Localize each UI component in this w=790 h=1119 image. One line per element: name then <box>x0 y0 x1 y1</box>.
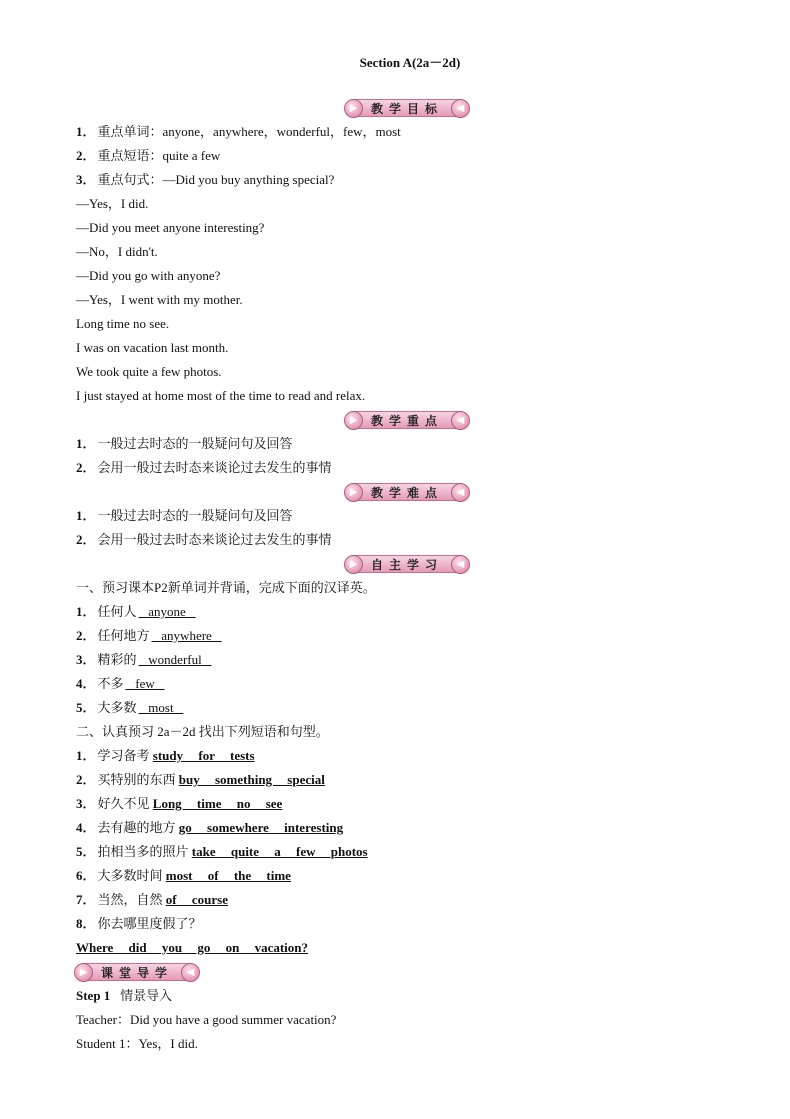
arrow-left-icon: ◀ <box>451 411 470 430</box>
arrow-right-icon: ▶ <box>344 483 363 502</box>
objective-line: —Did you go with anyone? <box>76 268 221 283</box>
phrase-item: 4． 去有趣的地方 go somewhere interesting <box>76 820 344 835</box>
objective-line: —Did you meet anyone interesting? <box>76 220 265 235</box>
banner-difficulties <box>346 482 468 502</box>
arrow-right-icon: ▶ <box>344 411 363 430</box>
banner-label: 自主学习 <box>346 555 468 573</box>
objective-line: —Yes，I did. <box>76 196 149 211</box>
phrase-item: 1． 学习备考 study for tests <box>76 748 255 763</box>
arrow-left-icon: ◀ <box>451 483 470 502</box>
objective-line: 2． 重点短语：quite a few <box>76 148 221 163</box>
answer-blank: few <box>135 676 155 691</box>
arrow-left-icon: ◀ <box>451 555 470 574</box>
objective-line: I was on vacation last month. <box>76 340 229 355</box>
vocab-item: 5． 大多数 most <box>76 699 185 717</box>
objective-line: I just stayed at home most of the time to read and relax. <box>76 388 366 403</box>
answer-text: most of the time <box>165 868 291 883</box>
banner-objectives <box>346 98 468 118</box>
arrow-right-icon: ▶ <box>344 99 363 118</box>
phrase-item: 2． 买特别的东西 buy something special <box>76 772 325 787</box>
phrase-item: 7． 当然，自然 of course <box>76 892 228 907</box>
vocab-item: 4． 不多 few <box>76 675 167 693</box>
banner-self-study <box>346 554 468 574</box>
vocab-item: 1． 任何人 anyone <box>76 603 198 621</box>
page-title: Section A(2a－2d) <box>359 55 461 70</box>
key-point-line: 1． 一般过去时态的一般疑问句及回答 <box>76 436 293 451</box>
dialogue-line: Teacher：Did you have a good summer vacation? <box>76 1012 337 1027</box>
objective-line: —Yes，I went with my mother. <box>76 292 243 307</box>
phrase-item: 8． 你去哪里度假了？ <box>76 916 202 931</box>
answer-blank: anyone <box>148 604 186 619</box>
vocab-item: 3． 精彩的 wonderful <box>76 651 213 669</box>
answer-text: Long time no see <box>152 796 283 811</box>
answer-blank: wonderful <box>148 652 202 667</box>
objective-line: 3． 重点句式：—Did you buy anything special? <box>76 172 335 187</box>
arrow-left-icon: ◀ <box>451 99 470 118</box>
answer-text: go somewhere interesting <box>178 820 344 835</box>
key-point-line: 2． 会用一般过去时态来谈论过去发生的事情 <box>76 460 332 475</box>
answer-text: study for tests <box>152 748 255 763</box>
phrase-item: 6． 大多数时间 most of the time <box>76 868 291 883</box>
phrase-item: 5． 拍相当多的照片 take quite a few photos <box>76 844 368 859</box>
phrase-answer <box>76 939 308 957</box>
banner-label: 教学目标 <box>346 99 468 117</box>
objective-line: —No，I didn't. <box>76 244 158 259</box>
objective-line: 1． 重点单词：anyone，anywhere，wonderful，few，most <box>76 124 401 139</box>
arrow-right-icon: ▶ <box>344 555 363 574</box>
answer-text: buy something special <box>178 772 325 787</box>
banner-label: 教学重点 <box>346 411 468 429</box>
answer-blank: anywhere <box>161 628 212 643</box>
step-heading: Step 1 情景导入 <box>76 988 173 1003</box>
self-study-part1: 一、预习课本P2新单词并背诵，完成下面的汉译英。 <box>76 580 376 595</box>
objective-line: Long time no see. <box>76 316 170 331</box>
arrow-left-icon: ◀ <box>181 963 200 982</box>
difficulty-line: 2． 会用一般过去时态来谈论过去发生的事情 <box>76 532 332 547</box>
answer-text: of course <box>165 892 228 907</box>
banner-label: 课堂导学 <box>76 963 198 981</box>
answer-blank: most <box>148 700 174 715</box>
banner-label: 教学难点 <box>346 483 468 501</box>
phrase-item: 3． 好久不见 Long time no see <box>76 796 283 811</box>
arrow-right-icon: ▶ <box>74 963 93 982</box>
objective-line: We took quite a few photos. <box>76 364 222 379</box>
vocab-item: 2． 任何地方 anywhere <box>76 627 224 645</box>
banner-class-guide <box>76 962 198 982</box>
dialogue-line: Student 1：Yes，I did. <box>76 1036 198 1051</box>
banner-key-points <box>346 410 468 430</box>
answer-text: take quite a few photos <box>191 844 368 859</box>
self-study-part2: 二、认真预习 2a－2d 找出下列短语和句型。 <box>76 724 329 739</box>
difficulty-line: 1． 一般过去时态的一般疑问句及回答 <box>76 508 293 523</box>
answer-text: Where did you go on vacation? <box>76 940 309 955</box>
